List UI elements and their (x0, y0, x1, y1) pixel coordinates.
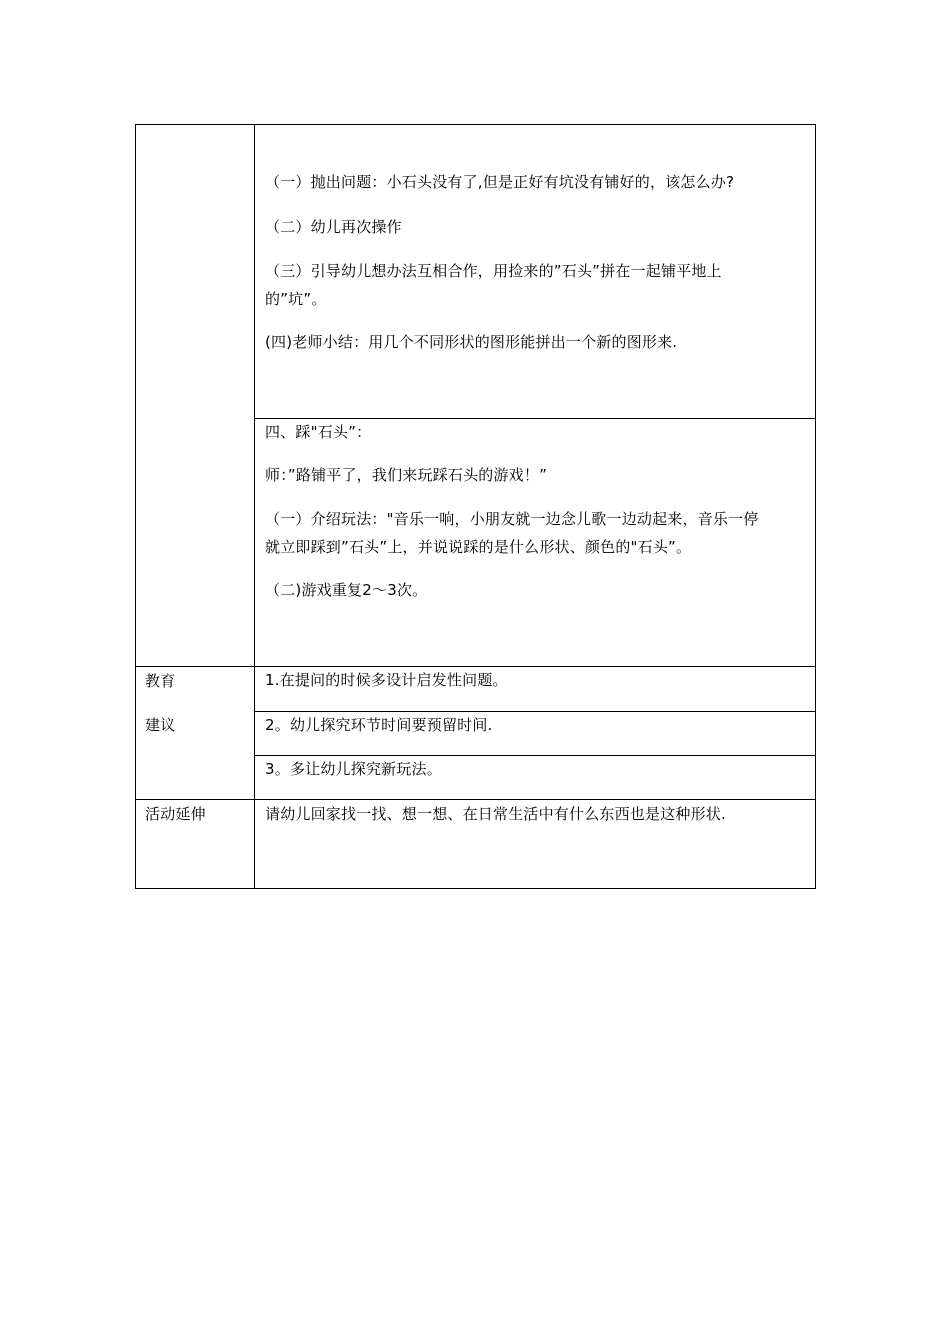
row-divider-section3 (254, 418, 815, 419)
row-divider-section4 (136, 666, 815, 667)
suggestion-label-line1: 教育 (145, 672, 176, 690)
section3-step3-line2: 的”坑”。 (265, 290, 327, 308)
section4-step1-line2: 就立即踩到”石头”上，并说说踩的是什么形状、颜色的"石头”。 (265, 538, 692, 556)
column-divider (254, 125, 255, 888)
section4-step2: （二)游戏重复2～3次。 (265, 581, 428, 599)
section4-title: 四、踩"石头”： (265, 423, 372, 441)
suggestion-item: 3。多让幼儿探究新玩法。 (265, 760, 442, 778)
lesson-plan-table (135, 124, 816, 889)
section4-teacher-line: 师：”路铺平了，我们来玩踩石头的游戏！” (265, 466, 548, 484)
row-divider-extension (136, 799, 815, 800)
section4-step1-line1: （一）介绍玩法："音乐一响，小朋友就一边念儿歌一边动起来，音乐一停 (265, 510, 759, 528)
extension-label: 活动延伸 (145, 805, 206, 823)
extension-text: 请幼儿回家找一找、想一想、在日常生活中有什么东西也是这种形状. (265, 805, 726, 823)
section3-step4: (四)老师小结：用几个不同形状的图形能拼出一个新的图形来. (265, 333, 678, 351)
section3-step3-line1: （三）引导幼儿想办法互相合作，用捡来的”石头”拼在一起铺平地上 (265, 262, 722, 280)
suggestion-item: 2。幼儿探究环节时间要预留时间. (265, 716, 493, 734)
suggestion-label-line2: 建议 (145, 716, 176, 734)
row-divider-suggestion-2 (254, 755, 815, 756)
row-divider-suggestion-1 (254, 711, 815, 712)
suggestion-item: 1.在提问的时候多设计启发性问题。 (265, 671, 508, 689)
section3-step1: （一）抛出问题：小石头没有了,但是正好有坑没有铺好的，该怎么办? (265, 173, 735, 191)
section3-step2: （二）幼儿再次操作 (265, 218, 402, 236)
